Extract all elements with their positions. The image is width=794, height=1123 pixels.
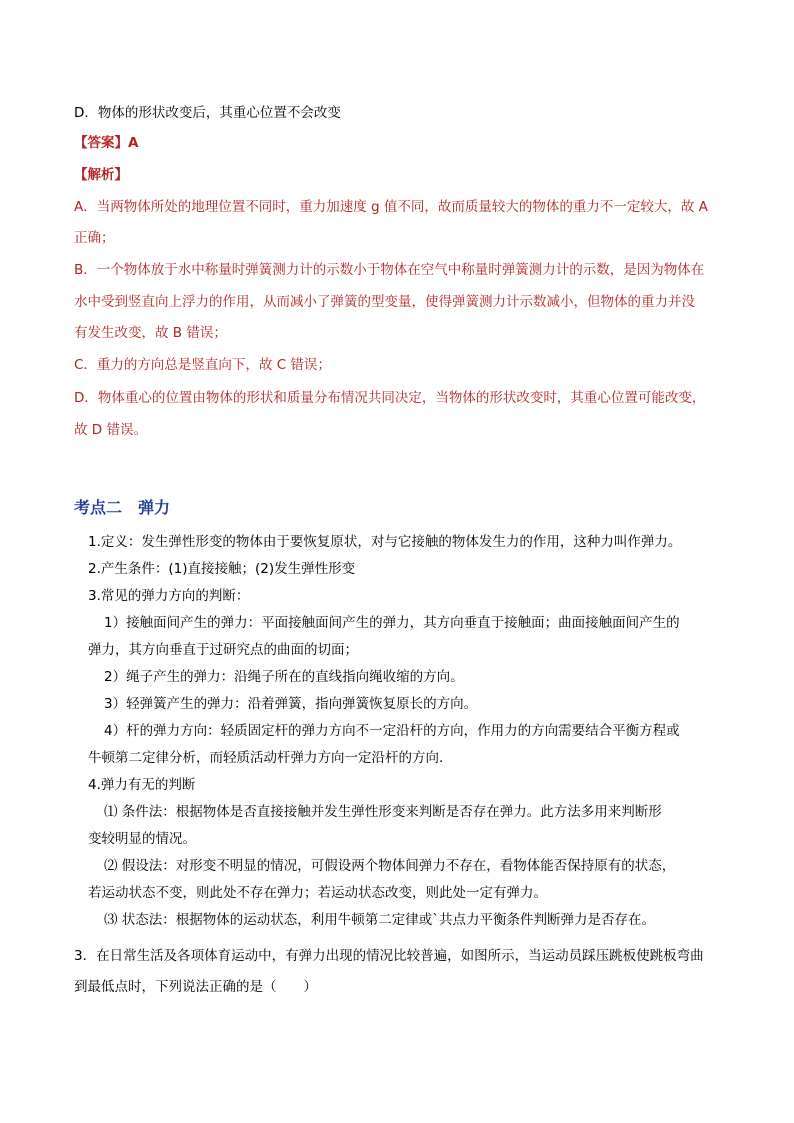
- direction-title: 3.常见的弹力方向的判断：: [88, 588, 250, 604]
- direction-1-line2: 弹力，其方向垂直于过研究点的曲面的切面；: [88, 642, 358, 658]
- analysis-d-line1: D．物体重心的位置由物体的形状和质量分布情况共同决定，当物体的形状改变时，其重心位置可能改变，: [74, 390, 706, 406]
- analysis-d-line2: 故 D 错误。: [74, 422, 147, 438]
- analysis-a-line2: 正确；: [74, 230, 115, 246]
- answer-label: 【答案】A: [74, 135, 139, 151]
- direction-4-line1: 4）杆的弹力方向：轻质固定杆的弹力方向不一定沿杆的方向，作用力的方向需要结合平衡方程或: [104, 723, 680, 739]
- analysis-b-line2: 水中受到竖直向上浮力的作用，从而减小了弹簧的型变量，使得弹簧测力计示数减小，但物体的重力并没: [74, 294, 695, 310]
- analysis-b-line1: B．一个物体放于水中称量时弹簧测力计的示数小于物体在空气中称量时弹簧测力计的示数，是因为物体在: [74, 262, 705, 278]
- question-3-line2: 到最低点时，下列说法正确的是（ ）: [74, 979, 317, 995]
- judge-2-line2: 若运动状态不变，则此处不存在弹力；若运动状态改变，则此处一定有弹力。: [88, 885, 547, 901]
- analysis-c-line1: C．重力的方向总是竖直向下，故 C 错误；: [74, 357, 331, 373]
- judge-1-line2: 变较明显的情况。: [88, 831, 196, 847]
- direction-2: 2）绳子产生的弹力：沿绳子所在的直线指向绳收缩的方向。: [104, 669, 464, 685]
- question-3-line1: 3．在日常生活及各项体育运动中，有弹力出现的情况比较普遍，如图所示，当运动员踩压跳板使跳板弯曲: [74, 948, 704, 964]
- judge-3-line1: ⑶ 状态法：根据物体的运动状态，利用牛顿第二定律或`共点力平衡条件判断弹力是否存在。: [104, 912, 656, 928]
- option-d: D．物体的形状改变后，其重心位置不会改变: [74, 105, 341, 121]
- analysis-label: 【解析】: [74, 167, 128, 183]
- judge-title: 4.弹力有无的判断: [88, 777, 196, 793]
- judge-2-line1: ⑵ 假设法：对形变不明显的情况，可假设两个物体间弹力不存在，看物体能否保持原有的状态，: [104, 858, 676, 874]
- judge-1-line1: ⑴ 条件法：根据物体是否直接接触并发生弹性形变来判断是否存在弹力。此方法多用来判断形: [104, 804, 662, 820]
- conditions-text: 2.产生条件：(1)直接接触；(2)发生弹性形变: [88, 561, 356, 577]
- definition-text: 1.定义：发生弹性形变的物体由于要恢复原状，对与它接触的物体发生力的作用，这种力叫作弹力。: [88, 534, 682, 550]
- direction-1-line1: 1）接触面间产生的弹力：平面接触面间产生的弹力，其方向垂直于接触面；曲面接触面间产生的: [104, 615, 680, 631]
- direction-3: 3）轻弹簧产生的弹力：沿着弹簧，指向弹簧恢复原长的方向。: [104, 696, 478, 712]
- analysis-b-line3: 有发生改变，故 B 错误；: [74, 325, 227, 341]
- analysis-a-line1: A．当两物体所处的地理位置不同时，重力加速度 g 值不同，故而质量较大的物体的重力不一定较大，故 A: [74, 199, 708, 215]
- direction-4-line2: 牛顿第二定律分析，而轻质活动杆弹力方向一定沿杆的方向.: [88, 750, 444, 766]
- section-title: 考点二 弹力: [74, 498, 171, 517]
